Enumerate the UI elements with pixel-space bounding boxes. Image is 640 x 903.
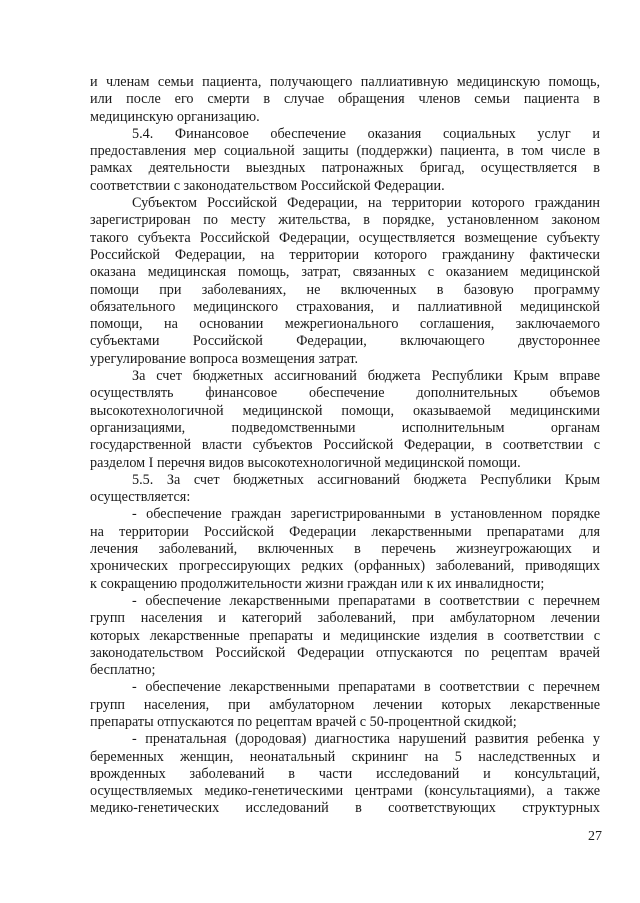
text-line: осуществлять финансовое обеспечение дополнительных объемов <box>90 385 600 402</box>
text-line: соответствии с законодательством Российской Федерации. <box>90 177 445 194</box>
text-line: урегулирование вопроса возмещения затрат. <box>90 350 359 367</box>
text-line: - обеспечение лекарственными препаратами в соответствии с перечнем <box>132 679 600 696</box>
text-line: врожденных заболеваний в части исследований и консультаций, <box>90 765 600 782</box>
text-line: которых лекарственные препараты и медицинские изделия в соответствии с <box>90 627 600 644</box>
text-line: такого субъекта Российской Федерации, осуществляется возмещение субъекту <box>90 229 600 246</box>
text-line: медицинскую организацию. <box>90 108 260 125</box>
text-line: хронических прогрессирующих редких (орфанных) заболеваний, приводящих <box>90 558 600 575</box>
text-line: бесплатно; <box>90 662 156 679</box>
text-line: к сокращению продолжительности жизни граждан или к их инвалидности; <box>90 575 545 592</box>
text-line: помощи при заболеваниях, не включенных в базовую программу <box>90 281 600 298</box>
text-line: - обеспечение граждан зарегистрированными в установленном порядке <box>132 506 600 523</box>
text-line: организациями, подведомственными исполнительным органам <box>90 419 600 436</box>
text-line: лечения заболеваний, включенных в перечень жизнеугрожающих и <box>90 541 600 558</box>
text-line: помощи, на основании межрегионального соглашения, заключаемого <box>90 316 600 333</box>
text-line: групп населения и категорий заболеваний, при амбулаторном лечении <box>90 610 600 627</box>
text-line: на территории Российской Федерации лекарственными препаратами для <box>90 523 600 540</box>
text-line: государственной власти субъектов Российской Федерации, в соответствии с <box>90 437 600 454</box>
text-line: препараты отпускаются по рецептам врачей с 50-процентной скидкой; <box>90 713 517 730</box>
text-line: высокотехнологичной медицинской помощи, оказываемой медицинскими <box>90 402 600 419</box>
text-line: обязательного медицинского страхования, и паллиативной медицинской <box>90 298 600 315</box>
text-line: разделом I перечня видов высокотехнологичной медицинской помощи. <box>90 454 521 471</box>
text-line: За счет бюджетных ассигнований бюджета Республики Крым вправе <box>132 368 600 385</box>
text-line: оказана медицинская помощь, затрат, связанных с оказанием медицинской <box>90 264 600 281</box>
text-line: групп населения, при амбулаторном лечении которых лекарственные <box>90 696 600 713</box>
text-line: Субъектом Российской Федерации, на территории которого гражданин <box>132 195 600 212</box>
document-body <box>90 74 600 818</box>
text-line: или после его смерти в случае обращения членов семьи пациента в <box>90 91 600 108</box>
text-line: законодательством Российской Федерации отпускаются по рецептам врачей <box>90 644 600 661</box>
text-line: предоставления мер социальной защиты (поддержки) пациента, в том числе в <box>90 143 600 160</box>
text-line: осуществляется: <box>90 489 191 506</box>
text-line: Российской Федерации, на территории которого гражданину фактически <box>90 246 600 263</box>
text-line: осуществляемых медико-генетическими центрами (консультациями), а также <box>90 783 600 800</box>
text-line: медико-генетических исследований в соответствующих структурных <box>90 800 600 817</box>
text-line: зарегистрирован по месту жительства, в порядке, установленном законом <box>90 212 600 229</box>
text-line: - обеспечение лекарственными препаратами в соответствии с перечнем <box>132 592 600 609</box>
text-line: 5.5. За счет бюджетных ассигнований бюджета Республики Крым <box>132 471 600 488</box>
text-line: и членам семьи пациента, получающего паллиативную медицинскую помощь, <box>90 74 600 90</box>
page-number: 27 <box>588 829 602 844</box>
text-line: 5.4. Финансовое обеспечение оказания социальных услуг и <box>132 125 600 142</box>
text-line: субъектами Российской Федерации, включающего двустороннее <box>90 333 600 350</box>
text-line: - пренатальная (дородовая) диагностика нарушений развития ребенка у <box>132 731 600 748</box>
text-line: рамках деятельности выездных патронажных бригад, осуществляется в <box>90 160 600 177</box>
text-line: беременных женщин, неонатальный скрининг на 5 наследственных и <box>90 748 600 765</box>
